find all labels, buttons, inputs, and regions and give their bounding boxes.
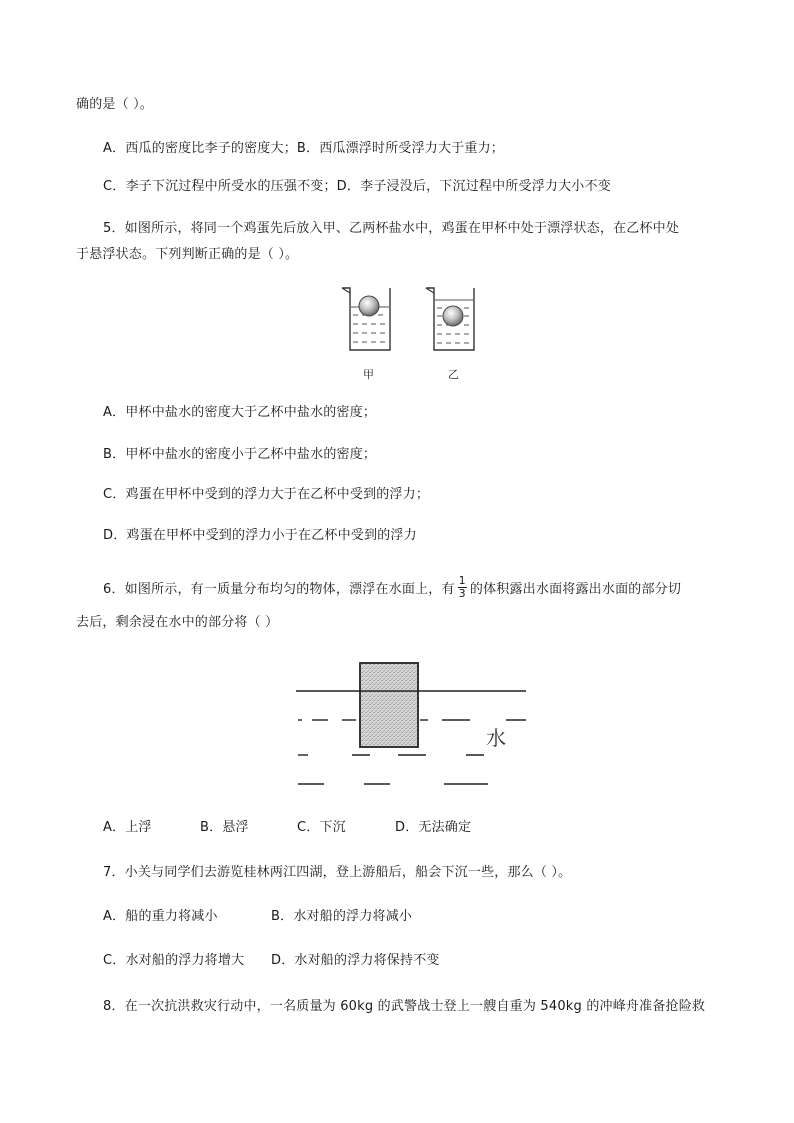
fraction-denominator: 3 (458, 587, 466, 600)
egg-floating (359, 296, 379, 316)
beaker-yi (426, 288, 474, 350)
q6-stem-line1 (103, 574, 682, 602)
q4-stem-end: 确的是（ ）。 (76, 97, 154, 112)
floating-block (360, 663, 418, 747)
egg-suspended (443, 306, 463, 326)
q6-options-row (103, 819, 471, 837)
q6-stem-pre: 6．如图所示，有一质量分布均匀的物体，漂浮在水面上，有 (103, 582, 455, 597)
q6-stem-post: 的体积露出水面将露出水面的部分切 (469, 582, 682, 597)
q7-options-row1 (103, 908, 412, 926)
q8-stem: 8．在一次抗洪救灾行动中，一名质量为 60kg 的武警战士登上一艘自重为 540kg 的冲峰舟准备抢险救 (103, 999, 706, 1014)
water-label: 水 (486, 726, 506, 750)
q7-option-d: D．水对船的浮力将保持不变 (271, 953, 440, 968)
q6-option-b: B．悬浮 (200, 820, 249, 835)
q6-option-a: A．上浮 (103, 820, 152, 835)
label-yi: 乙 (448, 368, 459, 381)
fraction-numerator: 1 (458, 574, 466, 587)
q5-beakers-figure (338, 282, 478, 382)
q5-option-c: C．鸡蛋在甲杯中受到的浮力大于在乙杯中受到的浮力； (103, 487, 430, 502)
q6-option-d: D．无法确定 (395, 820, 472, 835)
q4-option-a-b: A．西瓜的密度比李子的密度大；B．西瓜漂浮时所受浮力大于重力； (103, 141, 505, 156)
q4-option-c-d: C．李子下沉过程中所受水的压强不变；D．李子浸没后，下沉过程中所受浮力大小不变 (103, 179, 611, 194)
q5-option-d: D．鸡蛋在甲杯中受到的浮力小于在乙杯中受到的浮力 (103, 528, 417, 543)
fraction-one-third (458, 575, 467, 600)
beakers-diagram (338, 282, 478, 357)
q7-option-b: B．水对船的浮力将减小 (271, 909, 413, 924)
q6-stem-line2: 去后，剩余浸在水中的部分将（ ） (76, 615, 279, 630)
q5-stem-line2: 于悬浮状态。下列判断正确的是（ ）。 (76, 247, 299, 262)
q7-option-c: C．水对船的浮力将增大 (103, 953, 245, 968)
q6-option-c: C．下沉 (297, 820, 346, 835)
q5-stem-line1: 5．如图所示，将同一个鸡蛋先后放入甲、乙两杯盐水中，鸡蛋在甲杯中处于漂浮状态，在乙杯中处 (103, 221, 680, 236)
q7-options-row2 (103, 952, 440, 970)
q6-floating-block-figure (294, 660, 530, 790)
q5-option-a: A．甲杯中盐水的密度大于乙杯中盐水的密度； (103, 405, 377, 420)
label-jia: 甲 (363, 368, 374, 381)
q7-option-a: A．船的重力将减小 (103, 909, 218, 924)
beaker-jia (342, 288, 390, 350)
q7-stem: 7．小关与同学们去游览桂林两江四湖，登上游船后，船会下沉一些，那么（ ）。 (103, 865, 572, 880)
q5-option-b: B．甲杯中盐水的密度小于乙杯中盐水的密度； (103, 447, 377, 462)
